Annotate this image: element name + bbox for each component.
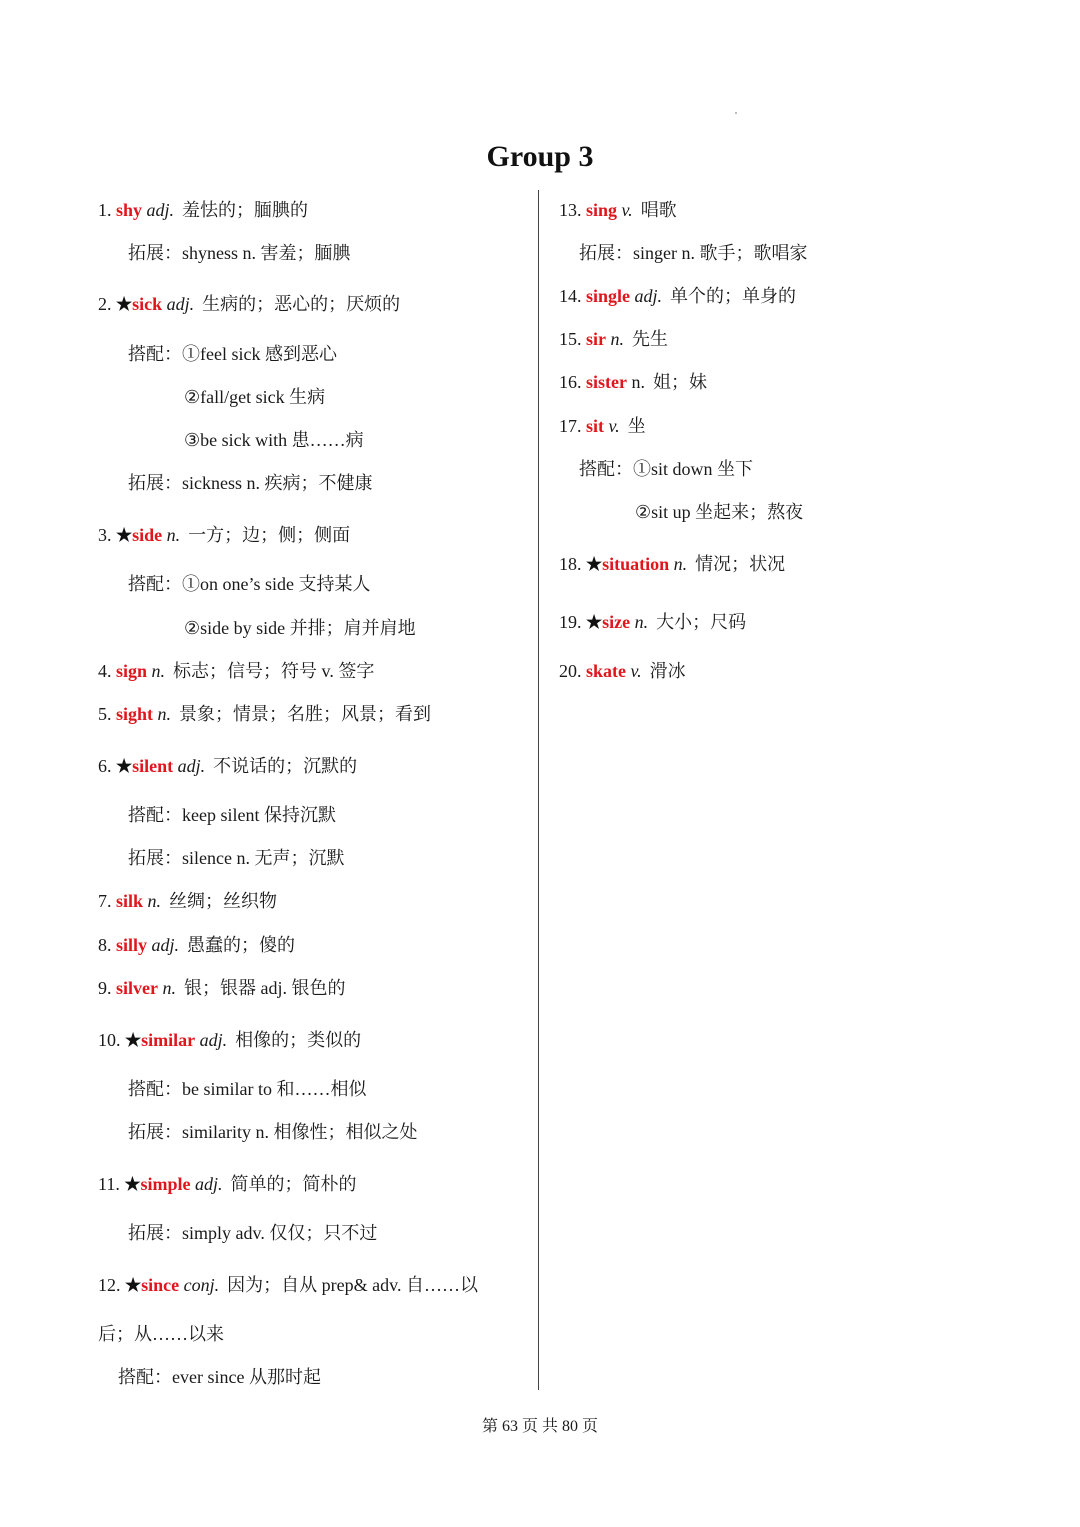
part-of-speech: n.	[162, 978, 176, 998]
part-of-speech: v.	[608, 416, 620, 436]
definition: 相像的；类似的	[235, 1030, 362, 1050]
headword: size	[602, 612, 631, 632]
sub-label: 搭配：	[128, 805, 182, 825]
entry-number: 15.	[559, 329, 582, 349]
headword: sit	[586, 416, 604, 436]
headword: silly	[116, 935, 148, 955]
sub-text: ②fall/get sick 生病	[184, 387, 326, 407]
sub-text: ①feel sick 感到恶心	[182, 344, 337, 364]
column-divider	[538, 190, 539, 1390]
vocab-entry	[98, 199, 308, 221]
definition: 愚蠢的；傻的	[187, 935, 296, 955]
headword: sick	[132, 294, 163, 314]
sub-line	[128, 573, 371, 595]
part-of-speech: conj.	[183, 1275, 220, 1295]
sub-text: ②sit up 坐起来；熬夜	[635, 502, 804, 522]
entry-number: 7.	[98, 891, 112, 911]
entry-number: 13.	[559, 200, 582, 220]
sub-line	[128, 343, 337, 365]
page-title: Group 3	[486, 140, 594, 173]
entry-number: 16.	[559, 372, 582, 392]
sub-line	[184, 617, 416, 639]
part-of-speech: adj.	[199, 1030, 228, 1050]
entry-number: 6.	[98, 756, 112, 776]
headword: single	[586, 286, 631, 306]
part-of-speech: n.	[673, 554, 688, 574]
sub-label: 搭配：	[128, 574, 182, 594]
entry-number: 1.	[98, 200, 112, 220]
headword: sign	[116, 661, 148, 681]
sub-line	[579, 242, 808, 264]
sub-text: be similar to 和……相似	[182, 1079, 367, 1099]
entry-number: 20.	[559, 661, 582, 681]
sub-text: shyness n. 害羞；腼腆	[182, 243, 351, 263]
definition: 姐；妹	[652, 372, 707, 392]
entry-number: 12.	[98, 1275, 121, 1295]
definition: 唱歌	[640, 200, 677, 220]
part-of-speech: n.	[631, 372, 645, 392]
entry-number: 3.	[98, 525, 112, 545]
definition: 一方；边；侧；侧面	[188, 525, 351, 545]
sub-line	[128, 1121, 418, 1143]
sub-line	[128, 804, 336, 826]
vocab-entry	[98, 755, 357, 777]
vocab-entry	[559, 199, 677, 221]
star-icon: ★	[586, 612, 603, 632]
vocab-entry	[559, 415, 646, 437]
part-of-speech: v.	[621, 200, 633, 220]
sub-label: 拓展：	[128, 473, 182, 493]
vocab-entry	[559, 285, 796, 307]
part-of-speech: adj.	[166, 294, 195, 314]
headword: skate	[586, 661, 626, 681]
entry-number: 4.	[98, 661, 112, 681]
part-of-speech: adj.	[177, 756, 206, 776]
headword: sister	[586, 372, 627, 392]
definition: 大小；尺码	[656, 612, 747, 632]
star-icon: ★	[124, 1174, 141, 1194]
definition: 单个的；单身的	[670, 286, 797, 306]
sub-line	[579, 458, 753, 480]
sub-text: ②side by side 并排；肩并肩地	[184, 618, 416, 638]
definition: 坐	[627, 416, 646, 436]
sub-line	[118, 1366, 321, 1388]
definition: 景象；情景；名胜；风景；看到	[179, 704, 432, 724]
entry-number: 5.	[98, 704, 112, 724]
sub-text: keep silent 保持沉默	[182, 805, 336, 825]
definition: 先生	[632, 329, 668, 349]
entry-number: 14.	[559, 286, 582, 306]
headword: silent	[132, 756, 174, 776]
definition: 银；银器 adj. 银色的	[184, 978, 346, 998]
entry-number: 18.	[559, 554, 582, 574]
headword: situation	[602, 554, 670, 574]
entry-number: 11.	[98, 1174, 120, 1194]
sub-text: singer n. 歌手；歌唱家	[633, 243, 808, 263]
headword: similar	[141, 1030, 196, 1050]
sub-text: silence n. 无声；沉默	[182, 848, 345, 868]
star-icon: ★	[116, 294, 133, 314]
vocab-entry	[559, 611, 746, 633]
sub-text: similarity n. 相像性；相似之处	[182, 1122, 418, 1142]
part-of-speech: n.	[157, 704, 172, 724]
definition: 羞怯的；腼腆的	[182, 200, 309, 220]
entry-number: 9.	[98, 978, 112, 998]
sub-label: 拓展：	[128, 848, 182, 868]
sub-text: sickness n. 疾病；不健康	[182, 473, 373, 493]
sub-label: 搭配：	[579, 459, 633, 479]
sub-line	[635, 501, 803, 523]
definition: 标志；信号；符号 v. 签字	[173, 661, 375, 681]
vocab-entry	[98, 977, 346, 999]
definition: 生病的；恶心的；厌烦的	[202, 294, 401, 314]
definition: 情况；状况	[695, 554, 786, 574]
part-of-speech: adj.	[195, 1174, 223, 1194]
part-of-speech: n.	[634, 612, 649, 632]
vocab-entry	[559, 553, 785, 575]
vocab-entry	[559, 371, 707, 393]
sub-line	[184, 386, 325, 408]
sub-line	[128, 847, 344, 869]
definition: 因为；自从 prep& adv. 自……以	[227, 1275, 478, 1295]
part-of-speech: adj.	[151, 935, 180, 955]
continuation-line	[98, 1323, 224, 1345]
definition: 简单的；简朴的	[230, 1174, 357, 1194]
headword: silk	[116, 891, 144, 911]
vocab-entry	[98, 660, 374, 682]
vocab-entry	[98, 934, 295, 956]
sub-label: 搭配：	[118, 1367, 172, 1387]
sub-label: 拓展：	[128, 243, 182, 263]
part-of-speech: n.	[610, 329, 624, 349]
star-icon: ★	[125, 1275, 142, 1295]
part-of-speech: n.	[147, 891, 162, 911]
star-icon: ★	[125, 1030, 142, 1050]
entry-number: 10.	[98, 1030, 121, 1050]
sub-text: ①sit down 坐下	[633, 459, 754, 479]
entry-number: 8.	[98, 935, 112, 955]
definition: 后；从……以来	[98, 1324, 224, 1344]
headword: side	[132, 525, 163, 545]
part-of-speech: n.	[151, 661, 166, 681]
headword: simple	[140, 1174, 191, 1194]
sub-label: 拓展：	[128, 1122, 182, 1142]
sub-text: simply adv. 仅仅；只不过	[182, 1223, 378, 1243]
entry-number: 2.	[98, 294, 112, 314]
part-of-speech: adj.	[146, 200, 175, 220]
sub-line	[128, 1078, 366, 1100]
vocab-entry	[98, 890, 277, 912]
definition: 不说话的；沉默的	[213, 756, 358, 776]
sub-line	[128, 242, 351, 264]
vocab-entry	[98, 1173, 357, 1195]
vocab-entry	[559, 660, 686, 682]
part-of-speech: n.	[166, 525, 181, 545]
star-icon: ★	[116, 525, 133, 545]
vocab-entry	[98, 1274, 478, 1296]
sub-text: ever since 从那时起	[172, 1367, 321, 1387]
sub-text: ③be sick with 患……病	[184, 430, 364, 450]
sub-label: 搭配：	[128, 1079, 182, 1099]
speck-mark	[735, 112, 737, 114]
vocab-entry	[98, 1029, 361, 1051]
sub-line	[184, 429, 364, 451]
headword: sight	[116, 704, 154, 724]
star-icon: ★	[116, 756, 133, 776]
sub-line	[128, 472, 373, 494]
part-of-speech: v.	[630, 661, 642, 681]
entry-number: 17.	[559, 416, 582, 436]
sub-line	[128, 1222, 377, 1244]
definition: 丝绸；丝织物	[169, 891, 278, 911]
headword: shy	[116, 200, 143, 220]
vocab-entry	[98, 524, 350, 546]
sub-text: ①on one’s side 支持某人	[182, 574, 371, 594]
star-icon: ★	[586, 554, 603, 574]
vocab-entry	[98, 293, 400, 315]
entry-number: 19.	[559, 612, 582, 632]
headword: since	[141, 1275, 180, 1295]
vocab-entry	[559, 328, 668, 350]
sub-label: 拓展：	[579, 243, 633, 263]
headword: silver	[116, 978, 158, 998]
part-of-speech: adj.	[634, 286, 663, 306]
sub-label: 拓展：	[128, 1223, 182, 1243]
page-footer: 第 63 页 共 80 页	[481, 1418, 598, 1435]
headword: sir	[586, 329, 606, 349]
headword: sing	[586, 200, 618, 220]
definition: 滑冰	[649, 661, 686, 681]
sub-label: 搭配：	[128, 344, 182, 364]
vocab-entry	[98, 703, 431, 725]
